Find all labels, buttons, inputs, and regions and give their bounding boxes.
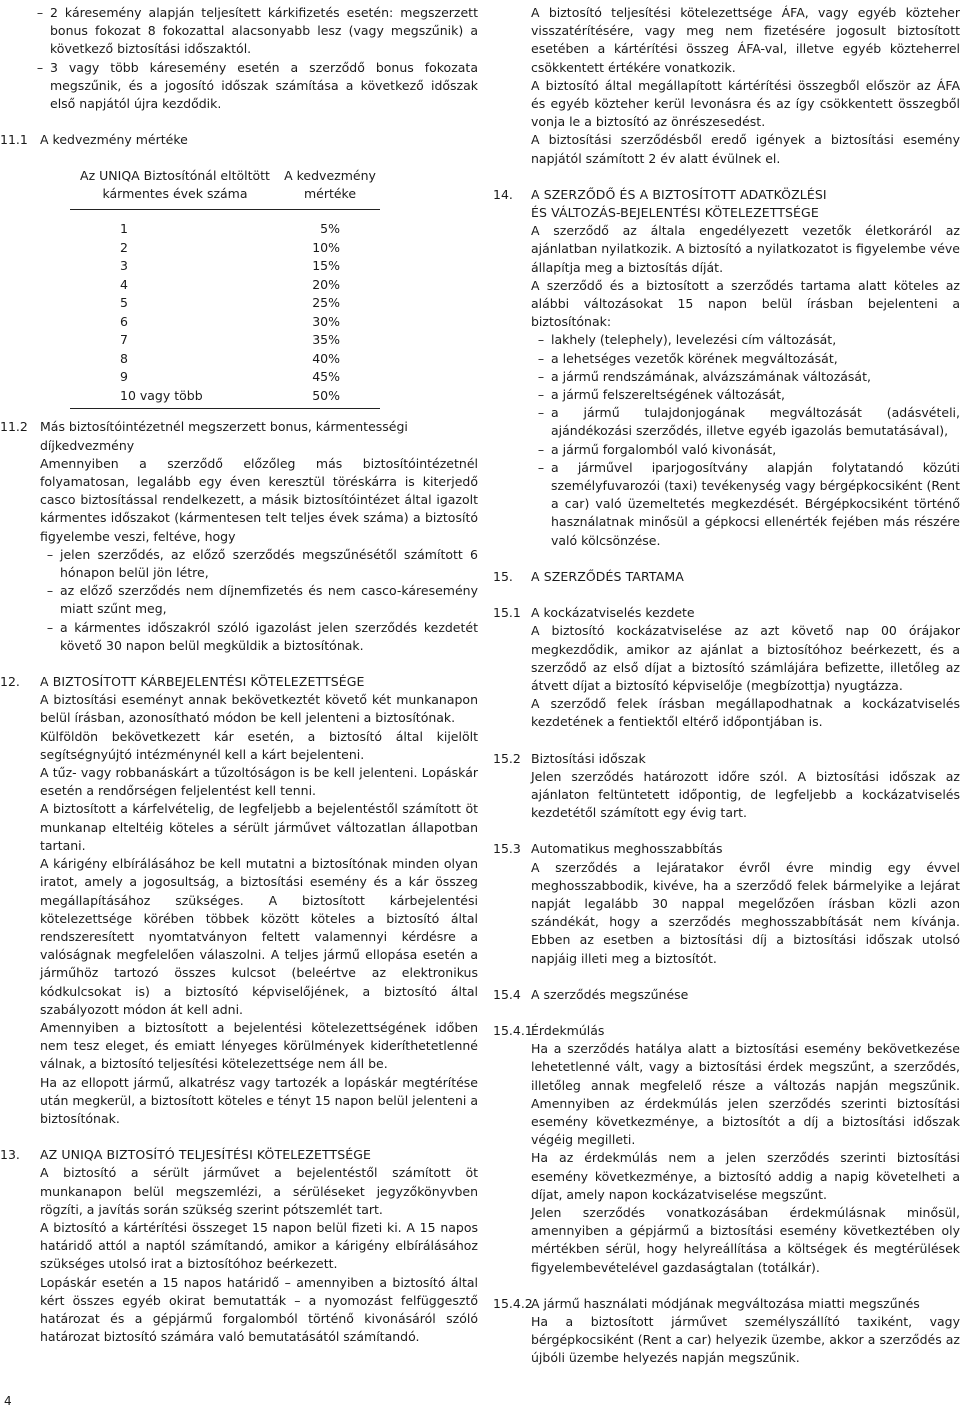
page-number: 4 <box>4 1394 12 1408</box>
section-15-4-1-body: Ha a szerződés hatálya alatt a biztosítási esemény bekövetkezése lehetetlenné vált, vagy a biztosítási érdek megszűnt, a szerződés, illetőleg annak megfelelő része a változás napján megszűnik. Amennyiben az érdekmúlás jelen szerződés szerinti biztosítási esemény következménye, a biztosítót a díj a biztosítási időszak végéig megilleti. Ha az érdekmúlás nem a jelen szerződés szerinti biztosítási esemény következménye, a biztosító addig a napig követelheti a díjat, amely napon kockázatviselése megszűnt. Jelen szerződés vonatkozásában érdekmúlásnak minősül, amennyiben a gépjármű a biztosítási esemény következtében oly mértékben sérül, hogy helyreállítása a költségek és megtérülések figyelembevételével gazdaságtalan (totálkár). <box>531 1041 960 1275</box>
left-column <box>0 4 478 1346</box>
list-item: – a jármű tulajdonjogának megváltozását (adásvételi, ajándékozási szerződés, illetve egyéb igazolás bemutatásával), <box>537 405 960 439</box>
dash-marker: – <box>36 5 44 20</box>
table-header-years: Az UNIQA Biztosítónál eltöltött kármentes évek száma <box>70 167 280 210</box>
section-12-heading: 12. A BIZTOSÍTOTT KÁRBEJELENTÉSI KÖTELEZETTSÉGE <box>0 674 365 690</box>
section-11-2-heading: 11.2 Más biztosítóintézetnél megszerzett bonus, kármentességi díjkedvezmény <box>0 419 408 453</box>
table-row: 1 5% <box>120 221 340 237</box>
list-item: – a járművel iparjogosítvány alapján folytatandó közúti személyfuvarozói (taxi) tevékenység vagy bérgépkocsiként (Rent a car) való üzemeltetés megkezdését. Bérgépkocsiként történő használatnak minősül a gépkocsi ellenérték fejében más részére való kölcsönzése. <box>537 459 960 548</box>
list-item: – az előző szerződés nem díjnemfizetés és nem casco-káresemény miatt szűnt meg, <box>46 583 478 617</box>
table-row: 5 25% <box>120 295 340 311</box>
list-item: – a jármű rendszámának, alvázszámának változását, <box>537 368 871 384</box>
table-header-discount: A kedvezmény mértéke <box>280 167 380 210</box>
section-14-body: A szerződő az általa engedélyezett vezetők életkoráról az ajánlatban nyilatkozik. A biztosító a nyilatkozatot is figyelembe véve állapítja meg a biztosítás díját. A szerződő és a biztosított a szerződés tartama alatt köteles az alábbi változásokat 15 napon belül írásban bejelenteni a biztosítónak: – lakhely (telephely), levelezési cím változását, – a lehetséges vezetők körének megváltozását, – a jármű rendszámának, alvázszámának változását, – a jármű felszereltségének változását, – a jármű tulajdonjogának megváltozását (adásvételi, ajándékozási szerződés, illetve egyéb igazolás bemutatásával), – a jármű forgalomból való kivonását, – a járművel iparjogosítvány alapján folytatandó közúti személyfuvarozói (taxi) tevékenység vagy bérgépkocsiként (Rent a car) való üzemeltetés megkezdését. Bérgépkocsiként történő használatnak minősül a gépkocsi ellenérték fejében más részére való kölcsönzése. <box>493 222 960 550</box>
list-item: – a jármű felszereltségének változását, <box>537 387 786 403</box>
table-row: 7 35% <box>120 332 340 348</box>
section-11-1-heading: 11.1 A kedvezmény mértéke <box>0 132 188 148</box>
section-15-4-2-body: Ha a biztosított járművet személyszállító taxiként, vagy bérgépkocsiként (Rent a car) helyezik üzembe, akkor a szerződés az újbóli üzembe helyezés napján megszűnik. <box>531 1314 960 1366</box>
section-15-heading: 15. A SZERZŐDÉS TARTAMA <box>493 568 684 584</box>
section-15-2-heading: 15.2 Biztosítási időszak <box>493 750 646 766</box>
section-15-4-2-heading: 15.4.2 A jármű használati módjának megváltozása miatti megszűnés <box>493 1295 920 1311</box>
list-item: – a kármentes időszakról szóló igazolást jelen szerződés kezdetét követő 30 napon belül megküldik a biztosítónak. <box>46 619 478 653</box>
discount-table <box>70 167 380 409</box>
table-row: 6 30% <box>120 313 340 329</box>
table-row: 8 40% <box>120 350 340 366</box>
section-12-body: A biztosítási eseményt annak bekövetkeztét követő két munkanapon belül írásban, azonosítható módon be kell jelenteni a biztosítónak. Külföldön bekövetkezett kár esetén, a biztosító által kijelölt segítségnyújtó intézménynél kell a kárt bejelenteni. A tűz- vagy robbanáskárt a tűzoltóságon is be kell jelenteni. Lopáskár esetén a rendőrségen feljelentést kell tenni. A biztosított a kárfelvételig, de legfeljebb a bejelentéstől számított öt munkanap elteltéig köteles a sérült járművet változatlan állapotban tartani. A kárigény elbírálásához be kell mutatni a biztosítónak minden olyan iratot, amely a jogosultság, a biztosítási esemény és a kár összeg megállapításához szükséges. A biztosított kárbejelentési kötelezettsége körében többek között köteles a biztosító által rendszeresített nyomtatványon feltett valamennyi kérdésre a valóságnak megfelelően válaszolni. A teljes jármű ellopása esetén a járműhöz tartozó összes kulcsot (beleértve az elektronikus kódkulcsokat is) a biztosító képviselőjének, a biztosító által szabályozott módon át kell adni. Amennyiben a biztosított a bejelentési kötelezettségének időben nem tesz eleget, és emiatt lényeges körülmények kideríthetetlenné válnak, a biztosító teljesítési kötelezettsége nem áll be. Ha az ellopott jármű, alkatrész vagy tartozék a lopáskár megtérítése után megkerül, a biztosított köteles e tényt 15 napon belül jelenteni a biztosítónak. <box>40 692 479 1126</box>
section-14-heading: 14. A SZERZŐDŐ ÉS A BIZTOSÍTOTT ADATKÖZLÉSI ÉS VÁLTOZÁS-BEJELENTÉSI KÖTELEZETTSÉGE <box>493 186 827 221</box>
intro-item-2: – 3 vagy több káresemény esetén a szerződő bonus fokozata megszűnik, és a jogosító időszak számítása a következő időszak első napjától újra kezdődik. <box>0 59 478 114</box>
section-15-4-1-heading: 15.4.1 Érdekmúlás <box>493 1022 605 1038</box>
section-15-1-heading: 15.1 A kockázatviselés kezdete <box>493 605 695 621</box>
list-item: – lakhely (telephely), levelezési cím változását, <box>537 332 837 348</box>
table-row: 10 vagy több 50% <box>70 387 380 409</box>
table-row: 3 15% <box>120 258 340 274</box>
list-item: – jelen szerződés, az előző szerződés megszűnésétől számított 6 hónapon belül jön létre, <box>46 546 478 581</box>
section-13-heading: 13. AZ UNIQA BIZTOSÍTÓ TELJESÍTÉSI KÖTELEZETTSÉGE <box>0 1147 372 1163</box>
table-header-row <box>70 167 380 210</box>
table-row: 9 45% <box>120 369 340 385</box>
section-11-2-body: Amennyiben a szerződő előzőleg más biztosítóintézetnél folyamatosan, legalább egy éven keresztül töréskárra is kiterjedő casco biztosítással rendelkezett, a másik biztosítóintézet által igazolt kármentes időszakot (kármentesen telt teljes évek száma) a biztosító figyelembe veszi, feltéve, hogy – jelen szerződés, az előző szerződés megszűnésétől számított 6 hónapon belül jön létre, – az előző szerződés nem díjnemfizetés és nem casco-káresemény miatt szűnt meg, – a kármentes időszakról szóló igazolást jelen szerződés kezdetét követő 30 napon belül megküldik a biztosítónak. <box>0 455 478 655</box>
section-13-body: A biztosító a sérült járművet a bejelentéstől számított öt munkanapon belül megszemlézi, a sérüléseket jegyzőkönyvben rögzíti, a javítás során szükség szerint pótszemlét tart. A biztosító a kártérítési összeget 15 napon belül fizeti ki. A 15 napos határidő attól a naptól számítandó, amikor a kárigény elbírálásához szükséges utolsó irat a biztosítóhoz beérkezett. Lopáskár esetén a 15 napos határidő – amennyiben a biztosító által kért összes egyéb okirat bemutatták – a nyomozást felfüggesztő határozat és a gépjármű forgalomból történő kivonásáról szóló határozat biztosító számára való bemutatásától számítandó. <box>40 1165 478 1345</box>
list-item: – a jármű forgalomból való kivonását, <box>537 441 777 457</box>
dash-marker: – <box>36 59 44 75</box>
section-15-3-heading: 15.3 Automatikus meghosszabbítás <box>493 841 723 857</box>
right-column <box>493 4 960 1368</box>
section-13-continued: A biztosító teljesítési kötelezettsége ÁFA, vagy egyéb közteher visszatérítésére, vagy meg nem fizetésére jogosult biztosított esetében a kártérítési összeg ÁFA-val, illetve egyéb közteherrel csökkentett értékére vonatkozik. A biztosító által megállapított kártérítési összegből először az ÁFA és egyéb közteher kerül levonásra és az így csökkentett összegből vonja le a biztosító az önrészesedést. A biztosítási szerződésből eredő igények a biztosítási esemény napjától számított 2 év alatt évülnek el. <box>531 5 960 166</box>
section-15-4-heading: 15.4 A szerződés megszűnése <box>493 986 689 1002</box>
list-item: – a lehetséges vezetők körének megváltozását, <box>537 350 838 366</box>
intro-item-1: – 2 káresemény alapján teljesített kárkifizetés esetén: megszerzett bonus fokozat 8 fokozattal alacsonyabb lesz (vagy megszűnik) a következő biztosítási időszaktól. <box>0 4 478 59</box>
section-15-2-body: Jelen szerződés határozott időre szól. A biztosítási időszak az ajánlaton feltüntetett időpontig, de legfeljebb a kockázatviselés kezdetétől számított egy évig tart. <box>531 768 960 821</box>
table-row: 2 10% <box>120 239 340 255</box>
table-row: 4 20% <box>120 276 340 292</box>
section-15-3-body: A szerződés a lejáratakor évről évre mindig egy évvel meghosszabbodik, kivéve, ha a szerződő felek bármelyike a lejárat napját legalább 30 nappal megelőzően írásban közli azon szándékát, hogy a szerződés meghosszabbítását nem kívánja. Ebben az esetben a biztosítási díj a biztosítási időszak utolsó napjáig illeti meg a biztosítót. <box>531 859 960 966</box>
section-15-1-body: A biztosító kockázatviselése az azt követő nap 00 órájakor megkezdődik, amikor az ajánlat a biztosítóhoz beérkezett, és a szerződő az első díjat a biztosító számlájára befizette, illetőleg az átvett díjat a biztosító képviselője (megbízottja) nyugtázza. A szerződő felek írásban megállapodhatnak a kockázatviselés kezdetének a fentiektől eltérő időpontjában is. <box>531 623 960 730</box>
